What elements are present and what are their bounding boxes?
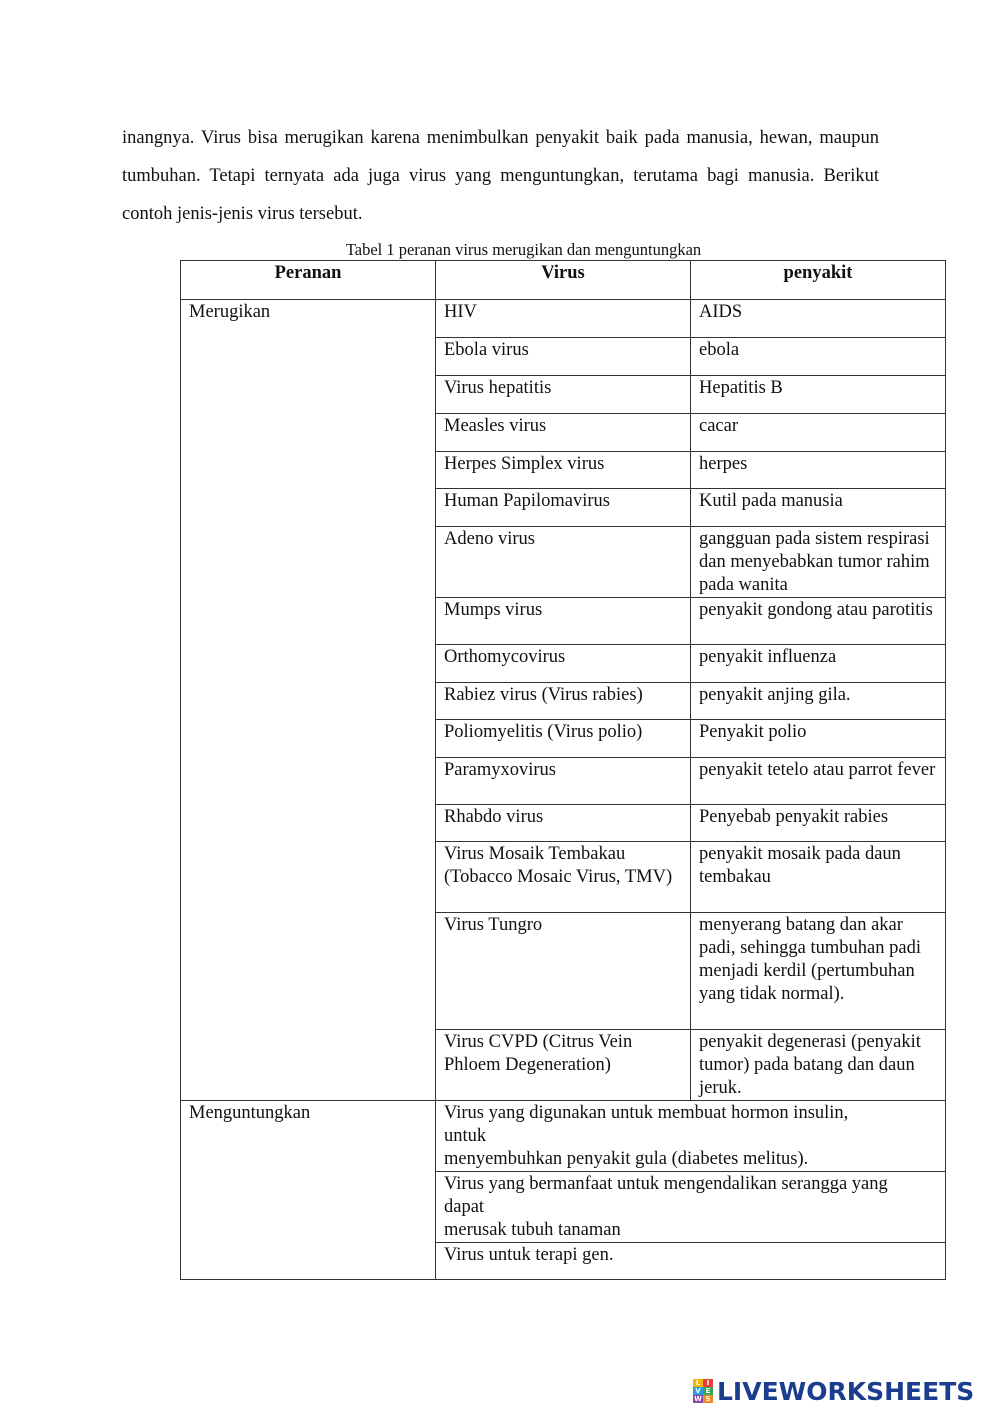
- disease-cell: menyerang batang dan akar padi, sehingga tumbuhan padi menjadi kerdil (pertumbuhan yang tidak normal).: [691, 913, 946, 1030]
- virus-cell: Ebola virus: [436, 338, 691, 376]
- virus-cell: Paramyxovirus: [436, 758, 691, 805]
- benefit-line: untuk: [444, 1126, 487, 1146]
- brand-name: LIVEWORKSHEETS: [717, 1376, 975, 1406]
- disease-cell: cacar: [691, 414, 946, 452]
- disease-cell: Penyebab penyakit rabies: [691, 805, 946, 842]
- logo-tile: W: [694, 1395, 702, 1403]
- virus-cell: Rhabdo virus: [436, 805, 691, 842]
- disease-cell: AIDS: [691, 300, 946, 338]
- table-caption: Tabel 1 peranan virus merugikan dan menguntungkan: [345, 240, 702, 259]
- disease-cell: herpes: [691, 452, 946, 489]
- virus-cell: Measles virus: [436, 414, 691, 452]
- benefit-cell: [436, 1101, 946, 1172]
- virus-cell: Mumps virus: [436, 598, 691, 645]
- disease-cell: Hepatitis B: [691, 376, 946, 414]
- disease-cell: penyakit tetelo atau parrot fever: [691, 758, 946, 805]
- disease-cell: penyakit degenerasi (penyakit tumor) pada batang dan daun jeruk.: [691, 1030, 946, 1101]
- benefit-line: dapat: [444, 1197, 485, 1217]
- role-harmful: Merugikan: [181, 300, 436, 1101]
- disease-cell: penyakit influenza: [691, 645, 946, 683]
- benefit-line: merusak tubuh tanaman: [444, 1220, 621, 1240]
- virus-cell: Poliomyelitis (Virus polio): [436, 720, 691, 758]
- liveworksheets-logo-icon: [693, 1379, 713, 1403]
- virus-cell: Virus hepatitis: [436, 376, 691, 414]
- table-row: [181, 1101, 946, 1172]
- virus-cell: Herpes Simplex virus: [436, 452, 691, 489]
- logo-tile: V: [693, 1387, 703, 1395]
- virus-table: [180, 260, 946, 1280]
- virus-cell: Virus CVPD (Citrus Vein Phloem Degeneration): [436, 1030, 691, 1101]
- header-penyakit: penyakit: [691, 261, 946, 300]
- virus-cell: HIV: [436, 300, 691, 338]
- disease-cell: penyakit gondong atau parotitis: [691, 598, 946, 645]
- virus-cell: Orthomycovirus: [436, 645, 691, 683]
- benefit-line: Virus yang bermanfaat untuk mengendalikan serangga yang: [444, 1174, 888, 1194]
- table-row: [181, 300, 946, 338]
- logo-tile: I: [703, 1379, 713, 1387]
- logo-tile: L: [693, 1379, 703, 1387]
- role-beneficial: Menguntungkan: [181, 1101, 436, 1280]
- disease-cell: Penyakit polio: [691, 720, 946, 758]
- benefit-line: Virus yang digunakan untuk membuat hormon insulin,: [444, 1103, 849, 1123]
- logo-tile: S: [703, 1395, 713, 1403]
- disease-cell: penyakit anjing gila.: [691, 683, 946, 720]
- disease-cell: ebola: [691, 338, 946, 376]
- table-header-row: [181, 261, 946, 300]
- liveworksheets-brand: [693, 1376, 974, 1406]
- intro-paragraph: inangnya. Virus bisa merugikan karena menimbulkan penyakit baik pada manusia, hewan, maupun tumbuhan. Tetapi ternyata ada juga virus yang menguntungkan, terutama bagi manusia. Berikut contoh jenis-jenis virus tersebut.: [122, 128, 879, 224]
- benefit-line: menyembuhkan penyakit gula (diabetes melitus).: [444, 1149, 809, 1169]
- header-peranan: Peranan: [181, 261, 436, 300]
- benefit-cell: [436, 1243, 946, 1280]
- virus-cell: Adeno virus: [436, 527, 691, 598]
- virus-cell: Virus Mosaik Tembakau (Tobacco Mosaic Virus, TMV): [436, 842, 691, 913]
- virus-cell: Virus Tungro: [436, 913, 691, 1030]
- virus-cell: Rabiez virus (Virus rabies): [436, 683, 691, 720]
- benefit-cell: [436, 1172, 946, 1243]
- header-virus: Virus: [436, 261, 691, 300]
- disease-cell: penyakit mosaik pada daun tembakau: [691, 842, 946, 913]
- disease-cell: gangguan pada sistem respirasi dan menyebabkan tumor rahim pada wanita: [691, 527, 946, 598]
- benefit-line: Virus untuk terapi gen.: [444, 1245, 614, 1265]
- logo-tile: E: [703, 1387, 713, 1395]
- disease-cell: Kutil pada manusia: [691, 489, 946, 527]
- virus-cell: Human Papilomavirus: [436, 489, 691, 527]
